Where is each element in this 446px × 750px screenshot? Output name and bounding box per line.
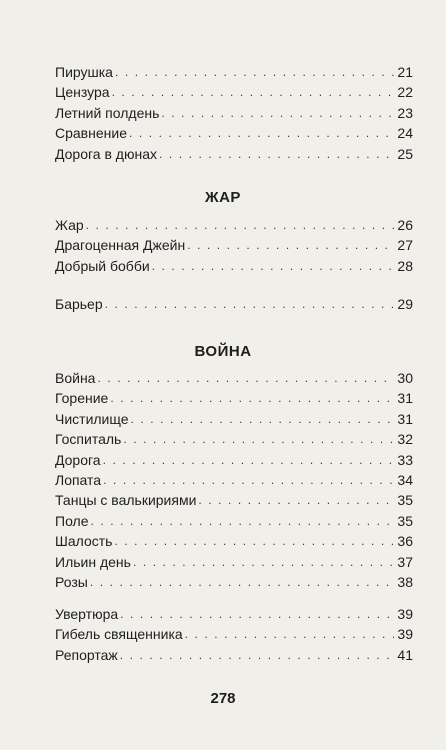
toc-entry xyxy=(55,429,413,449)
toc-entry-page: 22 xyxy=(397,84,413,101)
toc-entry-page: 39 xyxy=(397,626,413,643)
toc-entry-title: Репортаж xyxy=(55,646,118,663)
toc-entry xyxy=(55,409,413,429)
toc-entry-page: 29 xyxy=(397,296,413,312)
toc-entry-page: 36 xyxy=(397,533,413,550)
toc-entry-title: Чистилище xyxy=(55,410,129,427)
toc-leader-dots xyxy=(123,429,394,449)
toc-entry-page: 30 xyxy=(397,370,413,386)
toc-entry xyxy=(55,103,413,123)
section-heading-voina: ВОЙНА xyxy=(194,343,252,360)
toc-group-barrier xyxy=(55,294,413,314)
toc-entry-page: 38 xyxy=(397,573,413,590)
toc-entry-title: Война xyxy=(55,370,96,386)
toc-entry-page: 32 xyxy=(397,431,413,448)
toc-group-final xyxy=(55,604,413,665)
toc-entry-title: Дорога в дюнах xyxy=(55,145,157,162)
toc-leader-dots xyxy=(185,624,395,644)
toc-entry xyxy=(55,215,413,235)
toc-entry-title: Шалость xyxy=(55,533,113,550)
toc-leader-dots xyxy=(97,368,394,388)
toc-group-voina xyxy=(55,368,413,592)
toc-entry-title: Сравнение xyxy=(55,125,127,142)
toc-entry xyxy=(55,572,413,592)
toc-entry xyxy=(55,645,413,665)
toc-entry xyxy=(55,256,413,276)
toc-leader-dots xyxy=(120,645,395,665)
section-heading-zhar: ЖАР xyxy=(205,189,241,206)
toc-leader-dots xyxy=(198,490,394,510)
toc-leader-dots xyxy=(187,235,394,255)
toc-entry-page: 23 xyxy=(397,104,413,121)
toc-entry xyxy=(55,604,413,624)
toc-entry xyxy=(55,144,413,164)
toc-leader-dots xyxy=(91,511,395,531)
toc-entry xyxy=(55,490,413,510)
toc-entry-title: Лопата xyxy=(55,471,102,488)
toc-entry xyxy=(55,62,413,82)
toc-entry-page: 31 xyxy=(397,410,413,427)
toc-entry xyxy=(55,552,413,572)
toc-entry-title: Пирушка xyxy=(55,64,113,80)
toc-entry xyxy=(55,294,413,314)
toc-entry-page: 39 xyxy=(397,606,413,622)
toc-leader-dots xyxy=(114,531,394,551)
toc-entry-title: Горение xyxy=(55,390,109,407)
toc-entry-title: Поле xyxy=(55,512,89,529)
toc-entry-page: 37 xyxy=(397,553,413,570)
toc-entry-page: 21 xyxy=(397,64,413,80)
toc-entry-page: 31 xyxy=(397,390,413,407)
toc-entry-page: 26 xyxy=(397,217,413,233)
toc-entry-page: 35 xyxy=(397,512,413,529)
toc-entry-title: Госпиталь xyxy=(55,431,122,448)
toc-entry xyxy=(55,123,413,143)
toc-entry-page: 28 xyxy=(397,257,413,274)
page-number: 278 xyxy=(210,690,236,707)
toc-entry-title: Гибель священника xyxy=(55,626,183,643)
toc-leader-dots xyxy=(105,294,395,314)
toc-entry xyxy=(55,368,413,388)
toc-entry xyxy=(55,388,413,408)
toc-leader-dots xyxy=(131,409,395,429)
toc-entry-page: 35 xyxy=(397,492,413,509)
toc-entry xyxy=(55,470,413,490)
toc-entry-page: 24 xyxy=(397,125,413,142)
toc-leader-dots xyxy=(129,123,394,143)
toc-leader-dots xyxy=(159,144,394,164)
toc-group-intro xyxy=(55,62,413,164)
toc-leader-dots xyxy=(103,470,394,490)
toc-entry-title: Дорога xyxy=(55,451,101,468)
toc-entry-page: 25 xyxy=(397,145,413,162)
toc-leader-dots xyxy=(115,62,394,82)
toc-leader-dots xyxy=(152,256,395,276)
toc-entry-page: 41 xyxy=(397,646,413,663)
toc-entry xyxy=(55,531,413,551)
toc-leader-dots xyxy=(133,552,394,572)
toc-entry xyxy=(55,624,413,644)
toc-leader-dots xyxy=(112,82,395,102)
toc-entry-title: Драгоценная Джейн xyxy=(55,237,186,254)
toc-entry-page: 27 xyxy=(397,237,413,254)
toc-leader-dots xyxy=(161,103,394,123)
toc-entry xyxy=(55,82,413,102)
toc-entry-title: Цензура xyxy=(55,84,110,101)
toc-leader-dots xyxy=(103,450,395,470)
toc-entry-title: Жар xyxy=(55,217,84,233)
toc-entry-title: Барьер xyxy=(55,296,103,312)
toc-entry-title: Ильин день xyxy=(55,553,131,570)
toc-group-zhar xyxy=(55,215,413,276)
toc-entry-page: 34 xyxy=(397,471,413,488)
toc-entry-title: Увертюра xyxy=(55,606,119,622)
toc-leader-dots xyxy=(110,388,394,408)
toc-entry-title: Добрый бобби xyxy=(55,257,150,274)
toc-entry xyxy=(55,235,413,255)
toc-entry-title: Летний полдень xyxy=(55,104,160,121)
toc-entry xyxy=(55,450,413,470)
toc-leader-dots xyxy=(86,215,395,235)
toc-entry xyxy=(55,511,413,531)
toc-entry-title: Танцы с валькириями xyxy=(55,492,197,509)
toc-leader-dots xyxy=(120,604,394,624)
toc-entry-title: Розы xyxy=(55,573,88,590)
toc-leader-dots xyxy=(90,572,395,592)
toc-entry-page: 33 xyxy=(397,451,413,468)
